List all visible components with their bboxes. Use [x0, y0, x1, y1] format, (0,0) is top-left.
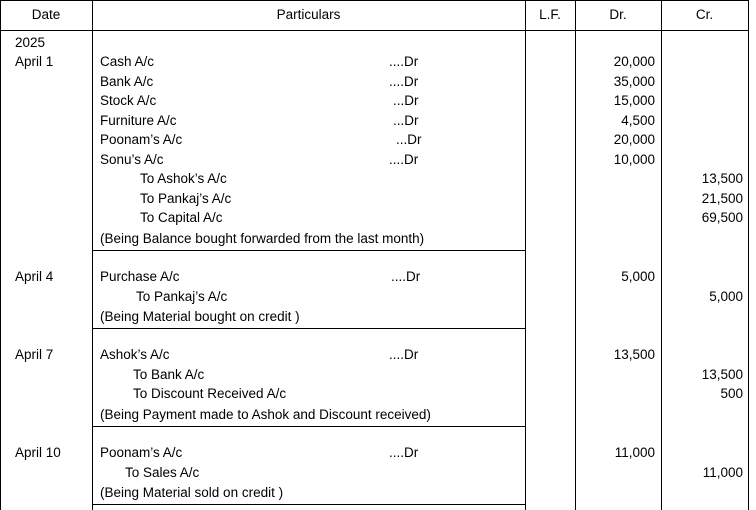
debit-amount: 4,500: [621, 112, 655, 128]
debit-amount: 13,500: [613, 347, 655, 362]
debit-account: Purchase A/c: [100, 269, 180, 284]
header-bottom-border: [0, 30, 749, 31]
entry-separator: [92, 328, 526, 329]
credit-amount: 11,000: [702, 464, 743, 480]
entry-separator: [92, 426, 526, 427]
credit-amount: 500: [720, 386, 743, 401]
credit-amount: 13,500: [701, 366, 743, 382]
credit-amount: 5,000: [709, 288, 743, 304]
dr-marker: ....Dr: [389, 73, 419, 89]
dr-marker: ....Dr: [389, 54, 419, 69]
header-dr: Dr.: [609, 7, 627, 22]
debit-account: Furniture A/c: [100, 112, 177, 128]
debit-amount: 5,000: [621, 269, 655, 284]
dr-marker: ....Dr: [389, 347, 419, 362]
narration: (Being Payment made to Ashok and Discount received): [100, 406, 431, 422]
header-cr: Cr.: [695, 7, 714, 22]
debit-amount: 35,000: [613, 73, 655, 89]
narration: (Being Balance bought forwarded from the last month): [100, 230, 425, 246]
column-border: [661, 0, 662, 510]
header-lf: L.F.: [539, 7, 561, 22]
dr-marker: ...Dr: [393, 93, 419, 108]
dr-marker: ...Dr: [393, 112, 419, 128]
column-border: [92, 0, 93, 510]
entry-separator: [92, 504, 526, 505]
header-particulars: Particulars: [276, 7, 341, 22]
debit-amount: 20,000: [613, 132, 655, 147]
debit-amount: 20,000: [613, 54, 655, 69]
entry-date: April 4: [15, 269, 54, 284]
debit-account: Cash A/c: [100, 54, 155, 69]
header-date: Date: [31, 7, 61, 22]
credit-account: To Pankaj’s A/c: [136, 288, 228, 304]
table-top-border: [0, 0, 749, 1]
dr-marker: ....Dr: [391, 269, 421, 284]
debit-account: Poonam’s A/c: [100, 132, 183, 147]
credit-amount: 21,500: [701, 190, 743, 206]
narration: (Being Material sold on credit ): [100, 485, 284, 500]
debit-account: Sonu’s A/c: [100, 151, 164, 167]
year-label: 2025: [15, 35, 46, 50]
dr-marker: ....Dr: [389, 445, 419, 460]
debit-account: Poonam’s A/c: [100, 445, 183, 460]
entry-separator: [92, 250, 526, 251]
credit-account: To Pankaj’s A/c: [140, 190, 232, 206]
entry-date: April 7: [15, 347, 54, 362]
column-border: [0, 0, 1, 510]
narration: (Being Material bought on credit ): [100, 309, 300, 324]
debit-amount: 10,000: [613, 151, 655, 167]
column-border: [748, 0, 749, 510]
dr-marker: ....Dr: [389, 151, 419, 167]
credit-amount: 13,500: [701, 171, 743, 186]
entry-date: April 1: [15, 54, 54, 69]
column-border: [575, 0, 576, 510]
debit-amount: 11,000: [614, 445, 655, 460]
debit-account: Bank A/c: [100, 73, 154, 89]
debit-amount: 15,000: [613, 93, 655, 108]
credit-account: To Discount Received A/c: [133, 386, 287, 401]
credit-account: To Sales A/c: [125, 464, 200, 480]
debit-account: Stock A/c: [100, 93, 157, 108]
entry-date: April 10: [15, 445, 61, 460]
credit-account: To Bank A/c: [133, 366, 205, 382]
credit-amount: 69,500: [701, 210, 743, 225]
credit-account: To Capital A/c: [140, 210, 223, 225]
column-border: [525, 0, 526, 510]
credit-account: To Ashok’s A/c: [140, 171, 227, 186]
dr-marker: ...Dr: [396, 132, 422, 147]
debit-account: Ashok’s A/c: [100, 347, 170, 362]
